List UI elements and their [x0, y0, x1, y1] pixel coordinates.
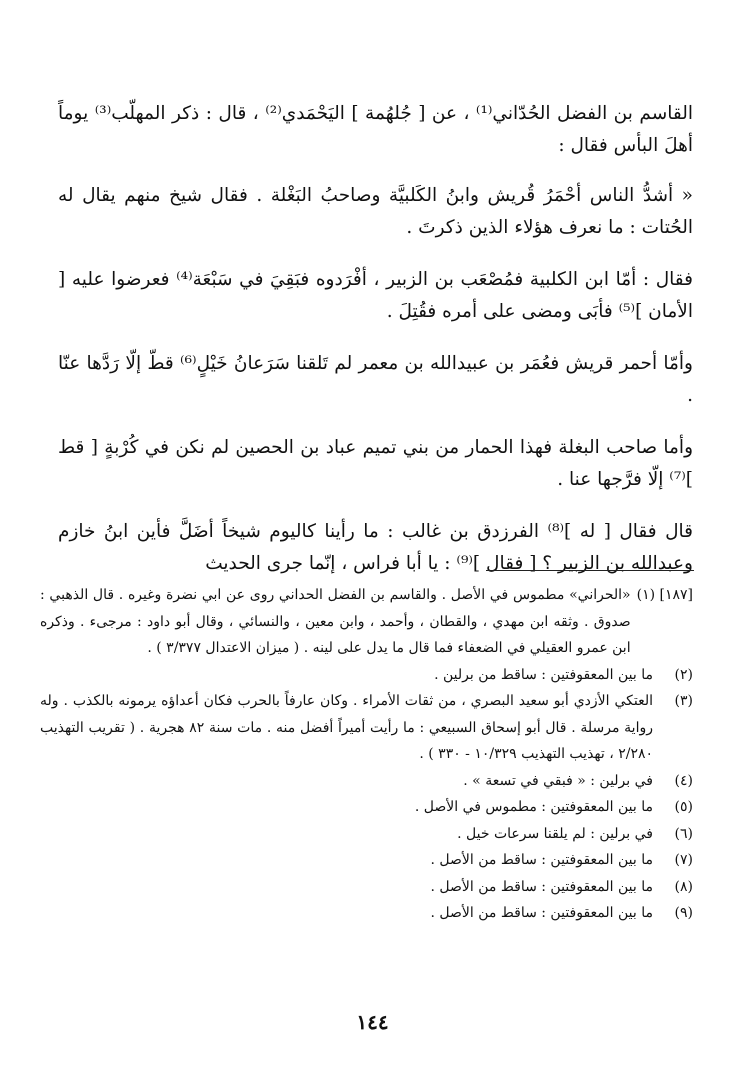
footnote-6 — [40, 821, 693, 848]
footnote-3 — [40, 688, 693, 768]
footnote-text: العتكي الأزدي أبو سعيد البصري ، من ثقات الأمراء . وكان عارفاً بالحرب فكان أعداؤه يرمونه بالكذب . وله رواية مرسلة . قال أبو إسحاق السبيعي : ما رأيت أميراً أفضل منه . مات سنة ٨٢ هجرية . ( تقريب التهذيب ٢/٢٨٠ ، تهذيب التهذيب ١٠/٣٢٩ - ٣٣٠ ) . — [40, 693, 653, 762]
footnote-number: (٢) — [674, 666, 693, 683]
footnote-4 — [40, 768, 693, 795]
footnote-text: ما بين المعقوفتين : ساقط من برلين . — [434, 666, 653, 683]
paragraph-1: القاسم بن الفضل الحُدّاني⁽¹⁾ ، عن [ جُلهُمة ] اليَحْمَدي⁽²⁾ ، قال : ذكر المهلّب⁽³⁾ يوماً أهلَ البأس فقال : — [58, 103, 693, 156]
main-text — [58, 98, 693, 600]
footnote-9 — [40, 900, 693, 927]
footnote-text: في برلين : لم يلقنا سرعات خيل . — [457, 825, 653, 842]
paragraph-3: فقال : أمّا ابن الكلبية فمُصْعَب بن الزبير ، أفْرَدوه فبَقِيَ في سَبْعَة⁽⁴⁾ فعرضوا عليه [ الأمان ]⁽⁵⁾ فأبَى ومضى على أمره فقُتِلَ . — [58, 269, 693, 322]
paragraph-6: قال فقال [ له ]⁽⁸⁾ الفرزدق بن غالب : ما رأينا كاليوم شيخاً أضَلَّ فأين ابنُ خازم وعبدالله بن الزبير ؟ [ فقال ]⁽⁹⁾ : يا أبا فراس ، إنّما جرى الحديث — [58, 521, 693, 574]
footnote-text: في برلين : « فبقي في تسعة » . — [463, 772, 653, 789]
footnote-5 — [40, 794, 693, 821]
footnote-number: (٥) — [674, 799, 693, 815]
footnote-text: «الحراني» مطموس في الأصل . والقاسم بن الفضل الحداني روى عن ابي نضرة وغيره . قال الذهبي : صدوق . وثقه ابن مهدي ، والقطان ، وأحمد ، وابن معين ، والنسائي ، وقال أبو داود : مرجىء . وذكره ابن عمرو العقيلي في الضعفاء فما قال ما يدل على لينه . ( ميزان الاعتدال ٣/٣٧٧ ) . — [40, 587, 631, 656]
footnote-text: ما بين المعقوفتين : ساقط من الأصل . — [430, 878, 653, 895]
footnote-text: ما بين المعقوفتين : ساقط من الأصل . — [430, 852, 653, 868]
paragraph-2: « أشدُّ الناس أحْمَرُ قُريش وابنُ الكَلبيَّة وصاحبُ البَغْلة . فقال شيخ منهم يقال له الحُتات : ما نعرف هؤلاء الذين ذكرتَ . — [58, 185, 693, 238]
footnote-8 — [40, 874, 693, 901]
footnote-number: (٩) — [674, 905, 693, 921]
footnote-1 — [40, 582, 693, 662]
footnote-separator — [486, 570, 694, 571]
footnote-7 — [40, 847, 693, 874]
footnote-number: (٣) — [674, 693, 693, 709]
footnote-number: (٦) — [674, 825, 693, 842]
footnote-number: [١٨٧] (١) — [636, 587, 693, 603]
footnote-number: (٧) — [674, 852, 693, 868]
page-number: ١٤٤ — [356, 1010, 389, 1034]
footnote-2 — [40, 662, 693, 689]
paragraph-5: وأما صاحب البغلة فهذا الحمار من بني تميم عباد بن الحصين لم نكن في كُرْبةٍ [ قط ]⁽⁷⁾ إلّا فرَّجها عنا . — [58, 437, 693, 490]
footnote-number: (٤) — [674, 772, 693, 789]
paragraph-4: وأمّا أحمر قريش فعُمَر بن عبيدالله بن معمر لم تَلقنا سَرَعانُ خَيْلٍ⁽⁶⁾ قطّ إلّا رَدَّها عنّا . — [58, 353, 693, 406]
footnote-number: (٨) — [674, 878, 693, 895]
footnotes — [40, 582, 693, 927]
footnote-text: ما بين المعقوفتين : ساقط من الأصل . — [430, 905, 653, 921]
footnote-text: ما بين المعقوفتين : مطموس في الأصل . — [414, 799, 653, 815]
